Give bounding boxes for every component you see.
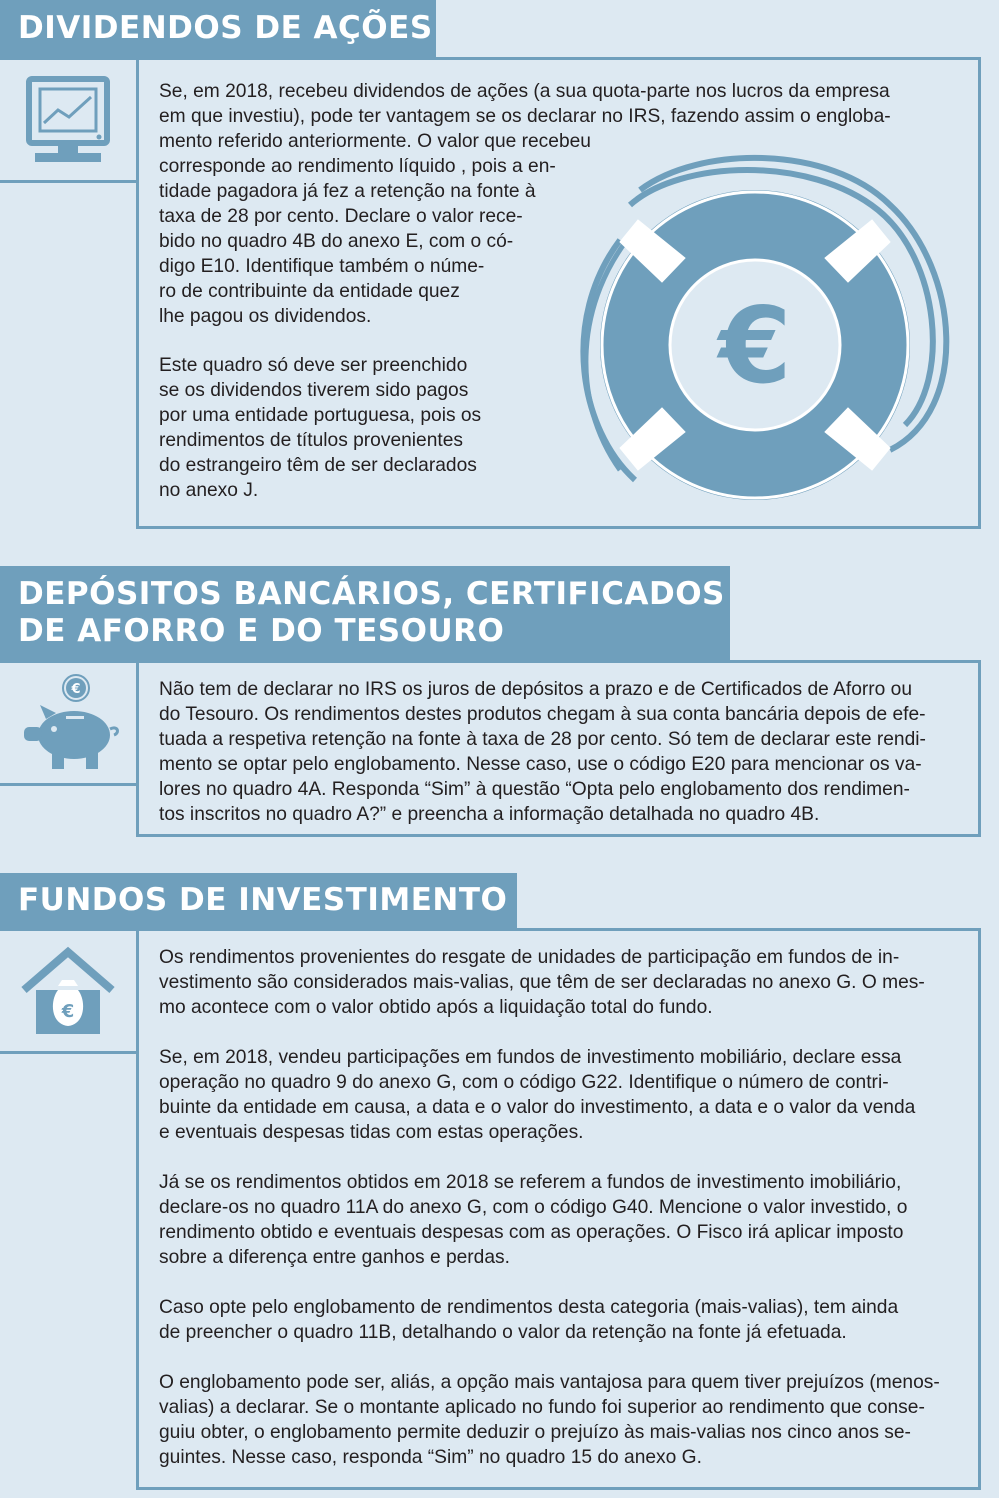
text-line: ro de contribuinte da entidade quez (159, 281, 460, 302)
text-line: Caso opte pelo englobamento de rendimentos desta categoria (mais-valias), tem ainda (159, 1297, 899, 1318)
paragraph (159, 79, 891, 329)
text-line: do estrangeiro têm de ser declarados (159, 455, 477, 476)
text-line: lores no quadro 4A. Responda “Sim” à questão “Opta pelo englobamento dos rendimen- (159, 779, 910, 800)
paragraph (159, 677, 926, 827)
text-line: por uma entidade portuguesa, pois os (159, 405, 482, 426)
section-title-line: DIVIDENDOS DE AÇÕES (18, 10, 433, 46)
text-line: no anexo J. (159, 480, 259, 501)
text-line: tos inscritos no quadro A?” e preencha a informação detalhada no quadro 4B. (159, 804, 820, 825)
section-title-line: DEPÓSITOS BANCÁRIOS, CERTIFICADOS (18, 576, 725, 612)
paragraph (159, 945, 925, 1020)
text-line: tuada a respetiva retenção na fonte à taxa de 28 por cento. Só tem de declarar este rendi- (159, 729, 926, 750)
text-line: rendimento obtido e eventuais despesas com as operações. O Fisco irá aplicar imposto (159, 1222, 904, 1243)
text-line: bido no quadro 4B do anexo E, com o có- (159, 231, 514, 252)
piggy-bank-icon (16, 673, 120, 773)
house-moneybag-icon (18, 946, 118, 1036)
coin-symbol: € (71, 682, 81, 697)
text-line: operação no quadro 9 do anexo G, com o código G22. Identifique o número de contri- (159, 1072, 889, 1093)
text-line: rendimentos de títulos provenientes (159, 430, 463, 451)
text-line: Este quadro só deve ser preenchido (159, 355, 468, 376)
text-line: do Tesouro. Os rendimentos destes produtos chegam à sua conta bancária depois de efe- (159, 704, 926, 725)
text-line: guintes. Nesse caso, responda “Sim” no quadro 15 do anexo G. (159, 1447, 702, 1468)
section-title-line: FUNDOS DE INVESTIMENTO (18, 882, 508, 918)
text-line: mento referido anteriormente. O valor que recebeu (159, 131, 591, 152)
text-line: em que investiu), pode ter vantagem se os declarar no IRS, fazendo assim o engloba- (159, 106, 891, 127)
text-line: O englobamento pode ser, aliás, a opção mais vantajosa para quem tiver prejuízos (menos- (159, 1372, 940, 1393)
paragraph (159, 1170, 907, 1270)
text-line: de preencher o quadro 11B, detalhando o valor da retenção na fonte já efetuada. (159, 1322, 847, 1343)
section-title-depositos (0, 566, 730, 660)
text-line: tidade pagadora já fez a retenção na fonte à (159, 181, 536, 202)
text-line: Não tem de declarar no IRS os juros de depósitos a prazo e de Certificados de Aforro ou (159, 679, 912, 700)
text-line: guiu obter, o englobamento permite deduzir o prejuízo às mais-valias nos cinco anos se- (159, 1422, 911, 1443)
text-line: Se, em 2018, vendeu participações em fundos de investimento mobiliário, declare essa (159, 1047, 902, 1068)
moneybag-symbol: € (61, 1001, 75, 1022)
text-line: digo E10. Identifique também o núme- (159, 256, 485, 277)
text-line: sobre a diferença entre ganhos e perdas. (159, 1247, 510, 1268)
section-icon-box (0, 928, 139, 1054)
text-line: buinte da entidade em causa, a data e o valor do investimento, a data e o valor da venda (159, 1097, 916, 1118)
text-line: Se, em 2018, recebeu dividendos de ações (a sua quota-parte nos lucros da empresa (159, 81, 890, 102)
text-line: declare-os no quadro 11A do anexo G, com o código G40. Mencione o valor investido, o (159, 1197, 908, 1218)
section-title-line: DE AFORRO E DO TESOURO (18, 613, 505, 649)
paragraph (159, 1295, 898, 1345)
computer-chart-icon (25, 75, 111, 165)
section-icon-box (0, 57, 139, 183)
paragraph (159, 1045, 915, 1145)
text-line: lhe pagou os dividendos. (159, 306, 372, 327)
section-title-fundos (0, 873, 517, 928)
text-line: corresponde ao rendimento líquido , pois a en- (159, 156, 556, 177)
text-line: mo acontece com o valor obtido após a liquidação total do fundo. (159, 997, 713, 1018)
text-line: e eventuais despesas tidas com estas operações. (159, 1122, 584, 1143)
lifebuoy-symbol: € (718, 285, 792, 407)
text-line: valias) a declarar. Se o montante aplicado no fundo foi superior ao rendimento que conse- (159, 1397, 925, 1418)
text-line: Os rendimentos provenientes do resgate de unidades de participação em fundos de in- (159, 947, 900, 968)
paragraph (159, 353, 481, 503)
text-line: se os dividendos tiverem sido pagos (159, 380, 469, 401)
text-line: Já se os rendimentos obtidos em 2018 se referem a fundos de investimento imobiliário, (159, 1172, 902, 1193)
section-icon-box (0, 660, 139, 786)
paragraph (159, 1370, 940, 1470)
section-title-dividendos (0, 0, 436, 57)
text-line: taxa de 28 por cento. Declare o valor rece- (159, 206, 523, 227)
text-line: vestimento são considerados mais-valias, que têm de ser declaradas no anexo G. O mes- (159, 972, 925, 993)
text-line: mento se optar pelo englobamento. Nesse caso, use o código E20 para mencionar os va- (159, 754, 922, 775)
